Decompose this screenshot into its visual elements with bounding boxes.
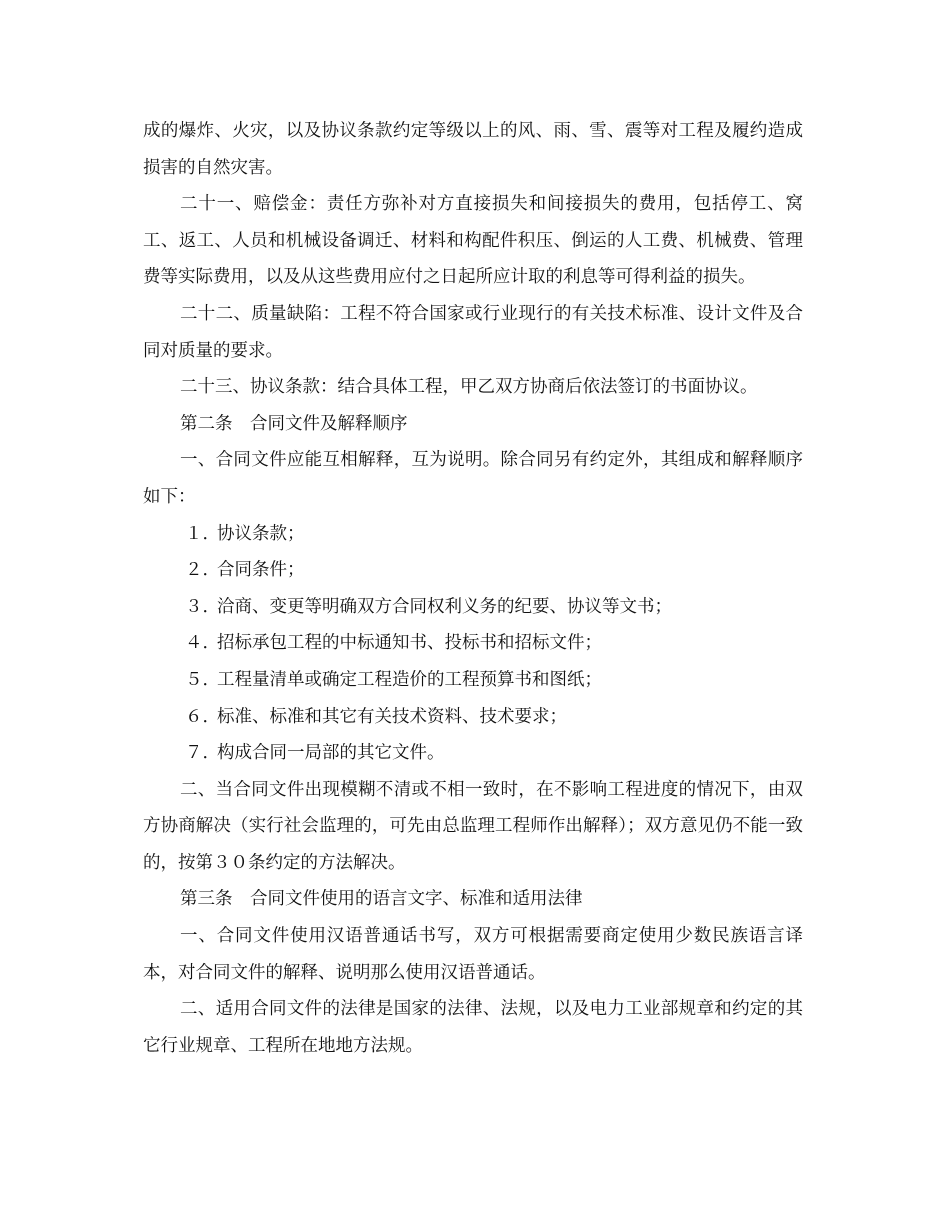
list-item-number: ５． (185, 669, 220, 690)
document-body (143, 113, 803, 1064)
paragraph-21-compensation: 二十一、赔偿金：责任方弥补对方直接损失和间接损失的费用，包括停工、窝工、返工、人员和机械设备调迁、材料和构配件积压、倒运的人工费、机械费、管理费等实际费用，以及从这些费用应付之日起所应计取的利息等可得利益的损失。 (143, 194, 803, 288)
list-item-text: 构成合同一局部的其它文件。 (217, 743, 445, 764)
list-item-text: 洽商、变更等明确双方合同权利义务的纪要、协议等文书； (217, 596, 672, 617)
list-item (143, 625, 803, 662)
heading-article-3: 第三条 合同文件使用的语言文字、标准和适用法律 (180, 889, 583, 910)
list-item-text: 合同条件； (217, 560, 305, 581)
list-item-number: ７． (185, 743, 220, 764)
paragraph-23-agreement-terms: 二十三、协议条款：结合具体工程，甲乙双方协商后依法签订的书面协议。 (180, 377, 758, 398)
list-item-number: ３． (185, 596, 220, 617)
heading-article-2: 第二条 合同文件及解释顺序 (180, 413, 408, 434)
list-item (143, 699, 803, 736)
list-item-number: １． (185, 523, 220, 544)
list-item-number: ２． (185, 560, 220, 581)
list-item-number: ４． (185, 633, 220, 654)
list-item (143, 552, 803, 589)
paragraph-force-majeure-continued: 成的爆炸、火灾，以及协议条款约定等级以上的风、雨、雪、震等对工程及履约造成损害的自然灾害。 (143, 121, 803, 178)
paragraph-article-3-item-1: 一、合同文件使用汉语普通话书写，双方可根据需要商定使用少数民族语言译本，对合同文件的解释、说明那么使用汉语普通话。 (143, 926, 803, 983)
list-item (143, 735, 803, 772)
list-item-text: 协议条款； (217, 523, 305, 544)
list-item (143, 662, 803, 699)
document-order-list (143, 516, 803, 772)
paragraph-article-2-item-2: 二、当合同文件出现模糊不清或不相一致时，在不影响工程进度的情况下，由双方协商解决（实行社会监理的，可先由总监理工程师作出解释）；双方意见仍不能一致的，按第３０条约定的方法解决。 (143, 779, 803, 873)
paragraph-article-3-item-2: 二、适用合同文件的法律是国家的法律、法规，以及电力工业部规章和约定的其它行业规章、工程所在地地方法规。 (143, 999, 803, 1056)
paragraph-22-quality-defect: 二十二、质量缺陷：工程不符合国家或行业现行的有关技术标准、设计文件及合同对质量的要求。 (143, 303, 803, 361)
list-item (143, 516, 803, 553)
list-item-number: ６． (185, 706, 220, 727)
list-item (143, 589, 803, 626)
list-item-text: 工程量清单或确定工程造价的工程预算书和图纸； (217, 669, 602, 690)
list-item-text: 标准、标准和其它有关技术资料、技术要求； (217, 706, 567, 727)
paragraph-article-2-item-1: 一、合同文件应能互相解释，互为说明。除合同另有约定外，其组成和解释顺序如下： (143, 450, 803, 507)
list-item-text: 招标承包工程的中标通知书、投标书和招标文件； (217, 633, 602, 654)
